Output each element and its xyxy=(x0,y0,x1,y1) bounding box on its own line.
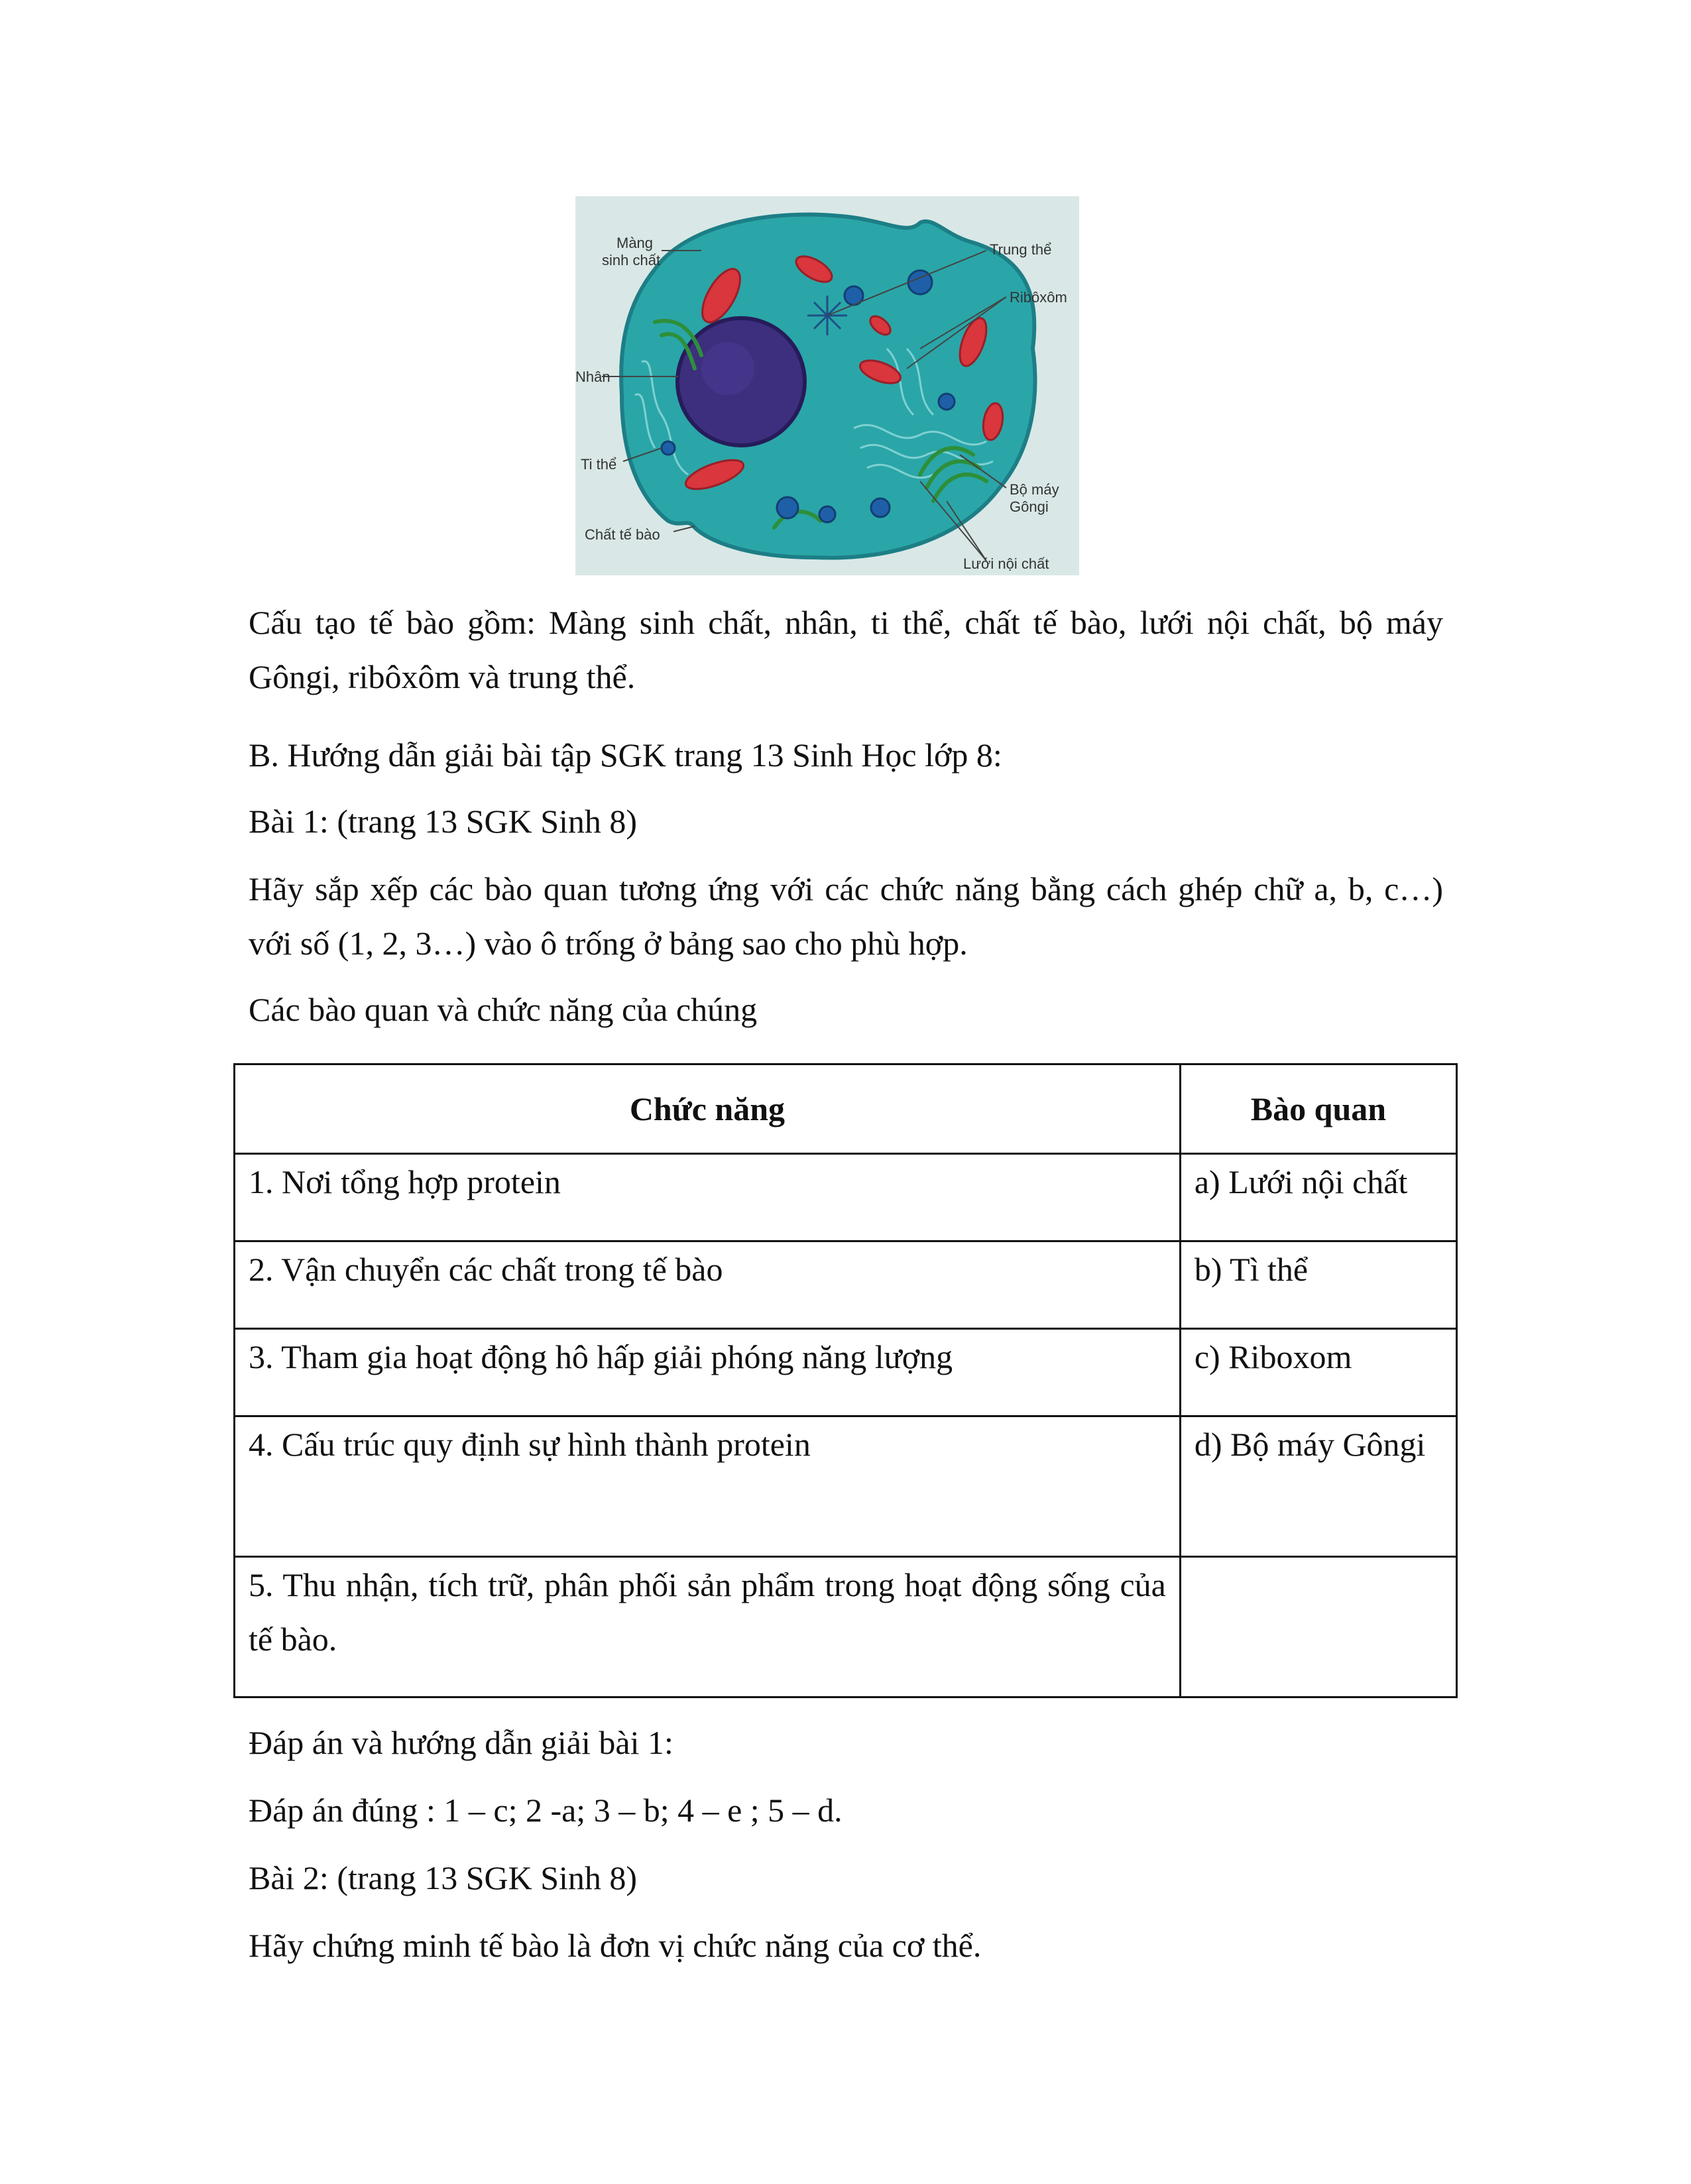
cell-diagram xyxy=(575,196,1079,575)
answer-text: Đáp án đúng : 1 – c; 2 -a; 3 – b; 4 – e ; 5 – d. xyxy=(249,1792,843,1829)
bai2-title: Bài 2: (trang 13 SGK Sinh 8) xyxy=(249,1859,638,1896)
function-cell: 3. Tham gia hoạt động hô hấp giải phóng năng lượng xyxy=(235,1329,1181,1416)
table-row xyxy=(235,1329,1457,1416)
label-centrosome: Trung thể xyxy=(990,241,1052,258)
label-golgi-line2: Gôngi xyxy=(1010,498,1049,515)
table-row xyxy=(235,1154,1457,1241)
organelle-cell: a) Lưới nội chất xyxy=(1180,1154,1456,1241)
nucleolus-shape xyxy=(701,342,754,395)
label-er: Lưới nội chất xyxy=(963,555,1049,572)
organelle-cell: c) Riboxom xyxy=(1180,1329,1456,1416)
table-caption: Các bào quan và chức năng của chúng xyxy=(249,991,758,1028)
function-cell: 1. Nơi tổng hợp protein xyxy=(235,1154,1181,1241)
answer-intro: Đáp án và hướng dẫn giải bài 1: xyxy=(249,1724,673,1761)
label-ribosome: Ribôxôm xyxy=(1010,289,1067,306)
label-membrane-line1: Màng xyxy=(616,235,654,251)
header-organelle: Bào quan xyxy=(1180,1064,1456,1154)
cell-diagram-svg xyxy=(575,196,1079,575)
function-cell: 2. Vận chuyển các chất trong tế bào xyxy=(235,1241,1181,1329)
label-mitochondria: Ti thể xyxy=(581,456,617,473)
organelles-table xyxy=(233,1063,1458,1698)
label-cytoplasm: Chất tế bào xyxy=(585,526,660,543)
bai1-prompt: Hãy sắp xếp các bào quan tương ứng với các chức năng bằng cách ghép chữ a, b, c…) với số (1, 2, 3…) vào ô trống ở bảng sao cho phù hợp. xyxy=(249,870,1443,962)
function-cell: 4. Cấu trúc quy định sự hình thành protein xyxy=(235,1416,1181,1557)
label-golgi-line1: Bộ máy xyxy=(1010,481,1059,498)
table-row xyxy=(235,1557,1457,1697)
organelle-cell: d) Bộ máy Gôngi xyxy=(1180,1416,1456,1557)
label-membrane-line2: sinh chất xyxy=(602,252,661,268)
label-nucleus: Nhân xyxy=(575,369,611,385)
structure-summary-paragraph: Cấu tạo tế bào gồm: Màng sinh chất, nhân, ti thể, chất tế bào, lưới nội chất, bộ máy Gôngi, ribôxôm và trung thể. xyxy=(249,604,1443,695)
table-row xyxy=(235,1241,1457,1329)
table-header-row xyxy=(235,1064,1457,1154)
organelle-cell xyxy=(1180,1557,1456,1697)
header-function: Chức năng xyxy=(235,1064,1181,1154)
section-b-heading: B. Hướng dẫn giải bài tập SGK trang 13 Sinh Học lớp 8: xyxy=(249,736,1002,774)
table-row xyxy=(235,1416,1457,1557)
bai1-title: Bài 1: (trang 13 SGK Sinh 8) xyxy=(249,803,638,840)
organelle-cell: b) Tì thể xyxy=(1180,1241,1456,1329)
bai2-prompt: Hãy chứng minh tế bào là đơn vị chức năng của cơ thể. xyxy=(249,1927,982,1964)
function-cell: 5. Thu nhận, tích trữ, phân phối sản phẩm trong hoạt động sống của tế bào. xyxy=(235,1557,1181,1697)
